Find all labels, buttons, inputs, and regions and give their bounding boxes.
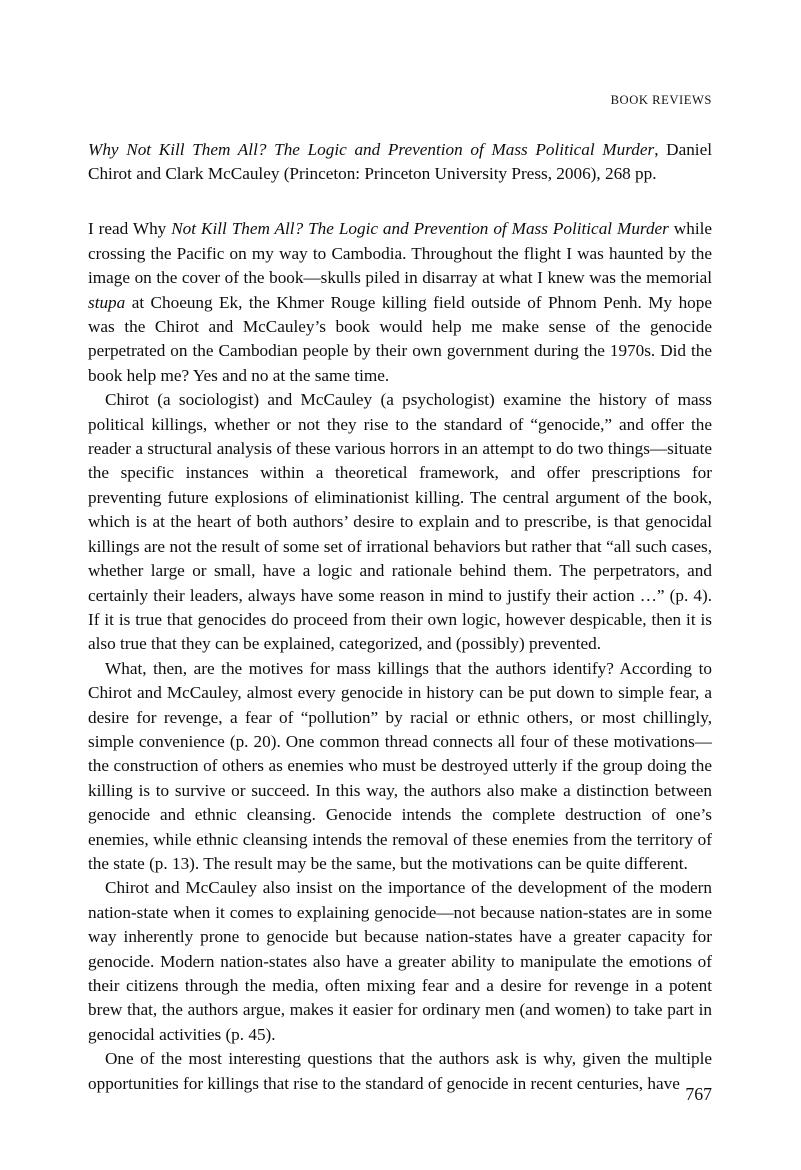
- review-paragraph-4: Chirot and McCauley also insist on the importance of the development of the modern nation-state when it comes to explaining genocide—not because nation-states are in some way inherently prone to genocide but because nation-states have a greater capacity for genocide. Modern nation-states also have a greater ability to manipulate the emotions of their citizens through the media, often mixing fear and a desire for revenge in a potent brew that, the authors argue, makes it easier for ordinary men (and women) to take part in genocidal activities (p. 45).: [88, 878, 712, 1044]
- running-head: BOOK REVIEWS: [610, 93, 712, 107]
- review-paragraph-5: One of the most interesting questions that the authors ask is why, given the multiple opportunities for killings that rise to the standard of genocide in recent centuries, have: [88, 1049, 712, 1093]
- review-paragraph-2: Chirot (a sociologist) and McCauley (a psychologist) examine the history of mass political killings, whether or not they rise to the standard of “genocide,” and offer the reader a structural analysis of these various horrors in an attempt to do two things—situate the specific instances within a theoretical framework, and offer prescriptions for preventing future explosions of eliminationist killing. The central argument of the book, which is at the heart of both authors’ desire to explain and to prescribe, is that genocidal killings are not the result of some set of irrational behaviors but rather that “all such cases, whether large or small, have a logic and rationale behind them. The perpetrators, and certainly their leaders, always have some reason in mind to justify their action …” (p. 4). If it is true that genocides do proceed from their own logic, however despicable, then it is also true that they can be explained, categorized, and (possibly) prevented.: [88, 390, 712, 654]
- page-content: [88, 0, 712, 1096]
- para1-lead: I read Why: [88, 219, 172, 239]
- para1-stupa-italic: stupa: [88, 292, 126, 312]
- review-paragraph-1: [88, 217, 712, 388]
- book-title: Why Not Kill Them All? The Logic and Prevention of Mass Political Murder: [88, 139, 655, 159]
- page-number: 767: [685, 1084, 712, 1104]
- book-citation: [88, 138, 712, 187]
- review-paragraph-3: What, then, are the motives for mass killings that the authors identify? According to Chirot and McCauley, almost every genocide in history can be put down to simple fear, a desire for revenge, a fear of “pollution” by racial or ethnic others, or most chillingly, simple convenience (p. 20). One common thread connects all four of these motivations—the construction of others as enemies who must be destroyed utterly if the group doing the killing is to survive or succeed. In this way, the authors also make a distinction between genocide and ethnic cleansing. Genocide intends the complete destruction of one’s enemies, while ethnic cleansing intends the removal of these enemies from the territory of the state (p. 13). The result may be the same, but the motivations can be quite different.: [88, 658, 712, 873]
- book-citation-details: , Daniel Chirot and Clark McCauley (Princeton: Princeton University Press, 2006), 268 pp.: [88, 139, 712, 183]
- para1-title-italic: Not Kill Them All? The Logic and Prevention of Mass Political Murder: [171, 219, 669, 239]
- para1-middle: while crossing the Pacific on my way to Cambodia. Throughout the flight I was haunted by the image on the cover of the book—skulls piled in disarray at what I knew was the memorial: [88, 219, 712, 288]
- para1-tail: at Choeung Ek, the Khmer Rouge killing field outside of Phnom Penh. My hope was the Chirot and McCauley’s book would help me make sense of the genocide perpetrated on the Cambodian people by their own government during the 1970s. Did the book help me? Yes and no at the same time.: [88, 292, 712, 385]
